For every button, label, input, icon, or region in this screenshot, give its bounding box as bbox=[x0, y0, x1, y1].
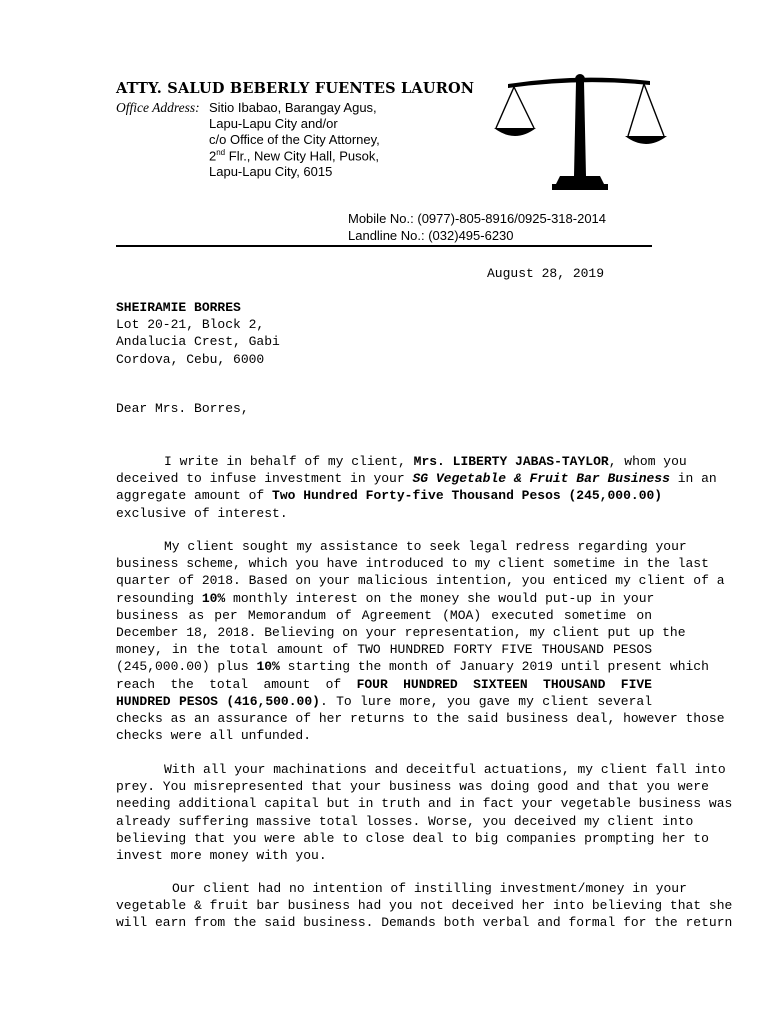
salutation: Dear Mrs. Borres, bbox=[116, 401, 249, 416]
recipient-address-line: Andalucia Crest, Gabi bbox=[116, 334, 280, 350]
paragraph-line: believing that you were able to close deal to big companies prompting her to bbox=[116, 830, 709, 846]
paragraph-line: checks were all unfunded. bbox=[116, 728, 312, 744]
paragraph-line: My client sought my assistance to seek legal redress regarding your bbox=[164, 539, 687, 554]
scales-of-justice-icon bbox=[482, 70, 678, 194]
paragraph-line: prey. You misrepresented that your business was doing good and that you were bbox=[116, 779, 709, 795]
office-address-line: Lapu-Lapu City and/or bbox=[209, 116, 338, 131]
office-address-line: Sitio Ibabao, Barangay Agus, bbox=[209, 100, 377, 115]
paragraph-1 bbox=[116, 453, 717, 522]
office-address-line: Lapu-Lapu City, 6015 bbox=[209, 164, 333, 179]
paragraph-3 bbox=[116, 761, 733, 864]
recipient-block bbox=[116, 299, 280, 368]
letter-date: August 28, 2019 bbox=[487, 266, 605, 281]
paragraph-line: December 18, 2018. Believing on your representation, my client put up the bbox=[116, 624, 686, 640]
paragraph-line: business scheme, which you have introduced to my client sometime in the last bbox=[116, 556, 709, 572]
paragraph-line: will earn from the said business. Demands both verbal and formal for the return bbox=[116, 915, 733, 931]
paragraph-line: reach the total amount of FOUR HUNDRED SIXTEEN THOUSAND FIVE bbox=[116, 676, 652, 692]
paragraph-line: HUNDRED PESOS (416,500.00). To lure more, you gave my client several bbox=[116, 693, 652, 709]
recipient-address-line: Cordova, Cebu, 6000 bbox=[116, 351, 265, 367]
paragraph-4 bbox=[116, 880, 733, 932]
recipient-name: SHEIRAMIE BORRES bbox=[116, 300, 241, 315]
paragraph-line: vegetable & fruit bar business had you not deceived her into believing that she bbox=[116, 898, 733, 914]
recipient-address-line: Lot 20-21, Block 2, bbox=[116, 317, 265, 333]
paragraph-line: (245,000.00) plus 10% starting the month of January 2019 until present which bbox=[116, 659, 709, 675]
paragraph-line: invest more money with you. bbox=[116, 847, 327, 863]
office-address-label: Office Address: bbox=[116, 100, 200, 115]
mobile-number: Mobile No.: (0977)-805-8916/0925-318-2014 bbox=[348, 211, 607, 226]
paragraph-line: aggregate amount of Two Hundred Forty-five Thousand Pesos (245,000.00) bbox=[116, 488, 663, 504]
paragraph-line: money, in the total amount of TWO HUNDRED FORTY FIVE THOUSAND PESOS bbox=[116, 642, 652, 658]
paragraph-line: needing additional capital but in truth and in fact your vegetable business was bbox=[116, 796, 733, 812]
paragraph-line: business as per Memorandum of Agreement (MOA) executed sometime on bbox=[116, 607, 652, 623]
paragraph-line: exclusive of interest. bbox=[116, 505, 288, 521]
attorney-name: ATTY. SALUD BEBERLY FUENTES LAURON bbox=[116, 80, 475, 97]
paragraph-line: I write in behalf of my client, Mrs. LIBERTY JABAS-TAYLOR, whom you bbox=[164, 454, 687, 469]
office-address-line: 2nd Flr., New City Hall, Pusok, bbox=[209, 148, 380, 164]
letterhead-divider bbox=[116, 245, 652, 247]
paragraph-line: checks as an assurance of her returns to the said business deal, however those bbox=[116, 710, 725, 726]
paragraph-line: Our client had no intention of instilling investment/money in your bbox=[172, 881, 687, 896]
paragraph-line: quarter of 2018. Based on your malicious intention, you enticed my client of a bbox=[116, 573, 725, 589]
office-address-line: c/o Office of the City Attorney, bbox=[209, 132, 380, 147]
paragraph-line: already suffering massive total losses. Worse, you deceived my client into bbox=[116, 813, 694, 829]
paragraph-line: resounding 10% monthly interest on the money she would put-up in your bbox=[116, 590, 655, 606]
landline-number: Landline No.: (032)495-6230 bbox=[348, 228, 514, 243]
paragraph-line: deceived to infuse investment in your SG Vegetable & Fruit Bar Business in an bbox=[116, 471, 717, 487]
paragraph-2 bbox=[116, 538, 725, 744]
paragraph-line: With all your machinations and deceitful actuations, my client fall into bbox=[164, 762, 726, 777]
